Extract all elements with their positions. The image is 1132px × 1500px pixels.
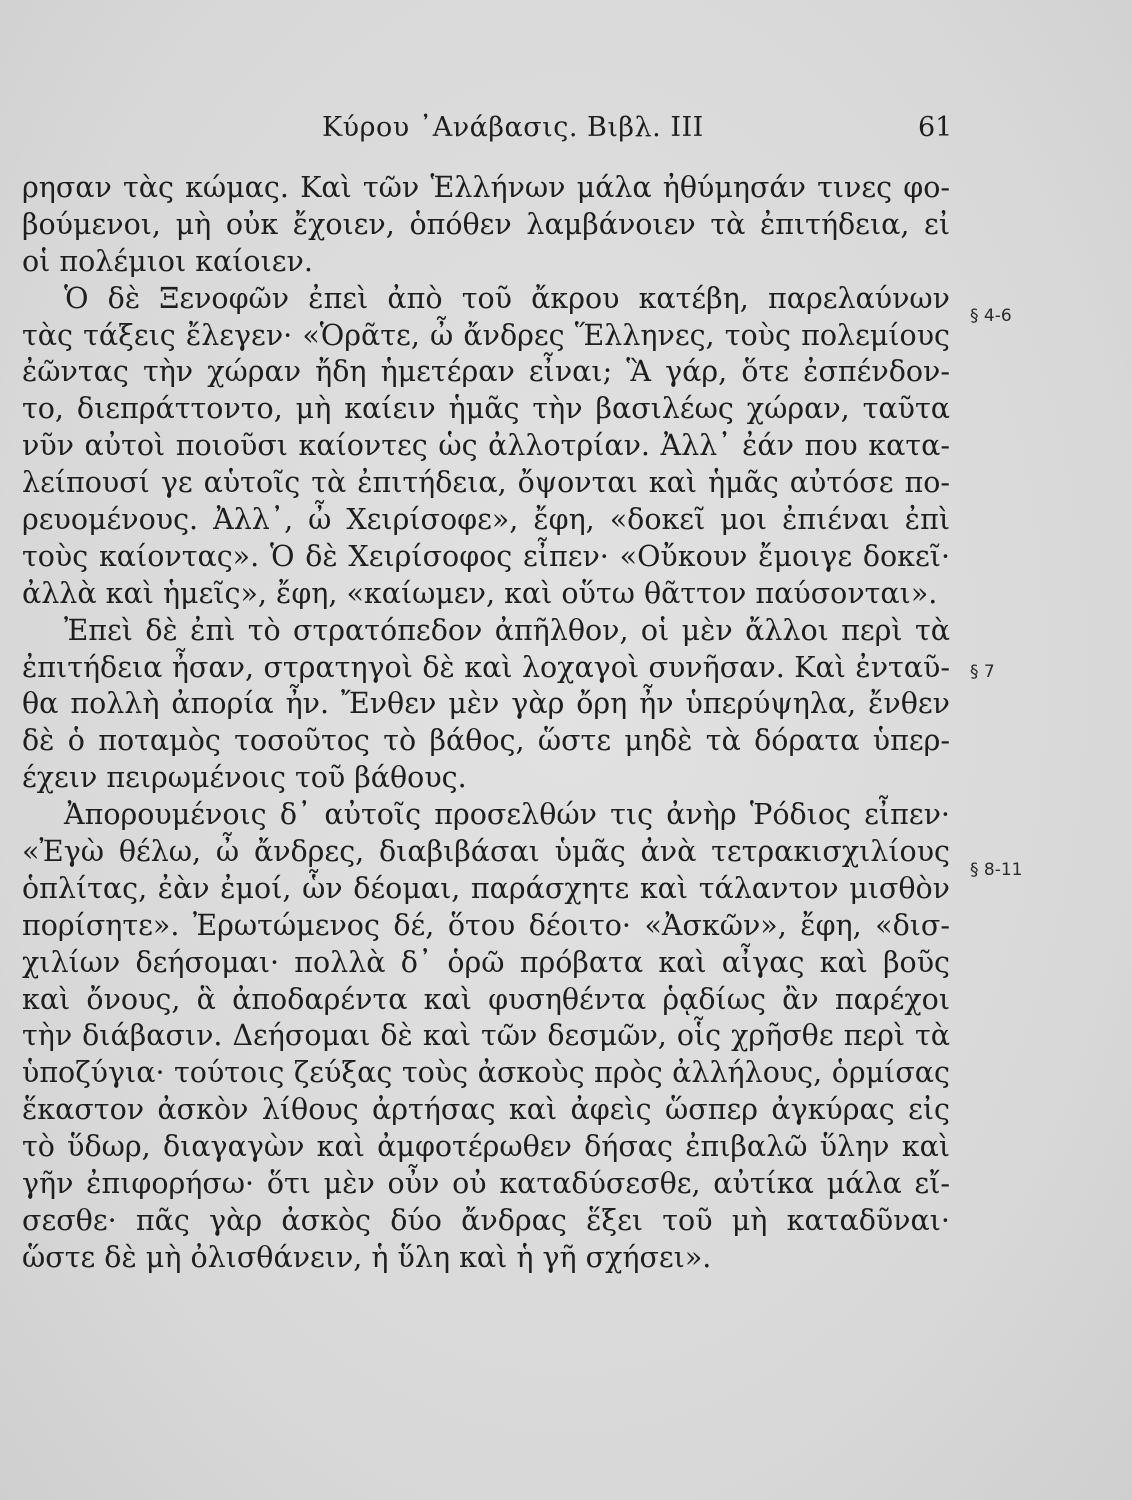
text-line: ρευομένους. Ἀλλ᾿, ὦ Χειρίσοφε», ἔφη, «δοκεῖ μοι ἐπιέναι ἐπὶ: [22, 503, 950, 537]
text-line: τοὺς καίοντας». Ὁ δὲ Χειρίσοφος εἶπεν· «Οὔκουν ἔμοιγε δοκεῖ·: [22, 539, 950, 573]
text-line: ὁπλίτας, ἐὰν ἐμοί, ὧν δέομαι, παράσχητε καὶ τάλαντον μισθὸν: [22, 871, 950, 905]
text-line: ἀλλὰ καὶ ἡμεῖς», ἔφη, «καίωμεν, καὶ οὕτω θᾶττον παύσονται».: [22, 576, 938, 610]
marginal-section-note: § 7: [970, 662, 995, 682]
text-line: Ἀπορουμένοις δ᾿ αὐτοῖς προσελθών τις ἀνὴρ Ῥόδιος εἶπεν·: [64, 798, 950, 832]
text-line: τὰς τάξεις ἔλεγεν· «Ὁρᾶτε, ὦ ἄνδρες Ἕλληνες, τοὺς πολεμίους: [22, 318, 950, 352]
text-line: θα πολλὴ ἀπορία ἦν. Ἔνθεν μὲν γὰρ ὄρη ἦν ὑπερύψηλα, ἔνθεν: [22, 687, 950, 721]
text-line: ἕκαστον ἀσκὸν λίθους ἀρτήσας καὶ ἀφεὶς ὥσπερ ἀγκύρας εἰς: [22, 1093, 950, 1127]
page-number: 61: [918, 112, 953, 143]
text-line: έχειν πειρωμένοις τοῦ βάθους.: [22, 761, 467, 795]
text-line: καὶ ὄνους, ἃ ἀποδαρέντα καὶ φυσηθέντα ῥᾳδίως ἂν παρέχοι: [22, 982, 950, 1016]
text-line: το, διεπράττοντο, μὴ καίειν ἡμᾶς τὴν βασιλέως χώραν, ταῦτα: [22, 392, 950, 426]
text-line: τὴν διάβασιν. Δεήσομαι δὲ καὶ τῶν δεσμῶν, οἷς χρῆσθε περὶ τὰ: [22, 1019, 950, 1053]
text-line: Ὁ δὲ Ξενοφῶν ἐπεὶ ἀπὸ τοῦ ἄκρου κατέβη, παρελαύνων: [64, 281, 950, 315]
text-line: Ἐπεὶ δὲ ἐπὶ τὸ στρατόπεδον ἀπῆλθον, οἱ μὲν ἄλλοι περὶ τὰ: [64, 613, 950, 647]
text-line: τὸ ὕδωρ, διαγαγὼν καὶ ἀμφοτέρωθεν δήσας ἐπιβαλῶ ὕλην καὶ: [22, 1130, 950, 1164]
text-line: οἱ πολέμιοι καίοιεν.: [22, 244, 313, 278]
running-title: Κύρου ᾿Ανάβασις. Βιβλ. III: [322, 112, 704, 143]
text-line: ἐπιτήδεια ἦσαν, στρατηγοὶ δὲ καὶ λοχαγοὶ συνῆσαν. Καὶ ἐνταῦ-: [22, 650, 950, 684]
text-line: σεσθε· πᾶς γὰρ ἀσκὸς δύο ἄνδρας ἕξει τοῦ μὴ καταδῦναι·: [22, 1203, 950, 1237]
text-line: ὥστε δὲ μὴ ὀλισθάνειν, ἡ ὕλη καὶ ἡ γῆ σχήσει».: [22, 1240, 712, 1274]
marginal-section-note: § 8-11: [970, 860, 1023, 880]
text-line: «Ἐγὼ θέλω, ὦ ἄνδρες, διαβιβάσαι ὑμᾶς ἀνὰ τετρακισχιλίους: [22, 835, 950, 869]
page-header: [0, 112, 1132, 148]
body-text: [22, 170, 950, 1277]
text-line: ἐῶντας τὴν χώραν ἤδη ἡμετέραν εἶναι; Ἃ γάρ, ὅτε ἐσπένδον-: [22, 355, 950, 389]
text-line: βούμενοι, μὴ οὐκ ἔχοιεν, ὁπόθεν λαμβάνοιεν τὰ ἐπιτήδεια, εἰ: [22, 207, 950, 241]
text-line: λείπουσί γε αὑτοῖς τὰ ἐπιτήδεια, ὄψονται καὶ ἡμᾶς αὐτόσε πο-: [22, 466, 950, 500]
text-line: πορίσητε». Ἐρωτώμενος δέ, ὅτου δέοιτο· «Ἀσκῶν», ἔφη, «δισ-: [22, 908, 950, 942]
marginal-section-note: § 4-6: [970, 306, 1012, 326]
text-line: ρησαν τὰς κώμας. Καὶ τῶν Ἑλλήνων μάλα ἠθύμησάν τινες φο-: [22, 171, 950, 204]
text-line: ὑποζύγια· τούτοις ζεύξας τοὺς ἀσκοὺς πρὸς ἀλλήλους, ὁρμίσας: [22, 1056, 950, 1090]
text-line: νῦν αὐτοὶ ποιοῦσι καίοντες ὡς ἀλλοτρίαν. Ἀλλ᾿ ἐάν που κατα-: [22, 429, 950, 463]
text-line: δὲ ὁ ποταμὸς τοσοῦτος τὸ βάθος, ὥστε μηδὲ τὰ δόρατα ὑπερ-: [22, 724, 950, 758]
text-line: γῆν ἐπιφορήσω· ὅτι μὲν οὖν οὐ καταδύσεσθε, αὐτίκα μάλα εἴ-: [22, 1167, 950, 1201]
text-line: χιλίων δεήσομαι· πολλὰ δ᾿ ὁρῶ πρόβατα καὶ αἶγας καὶ βοῦς: [22, 945, 950, 979]
